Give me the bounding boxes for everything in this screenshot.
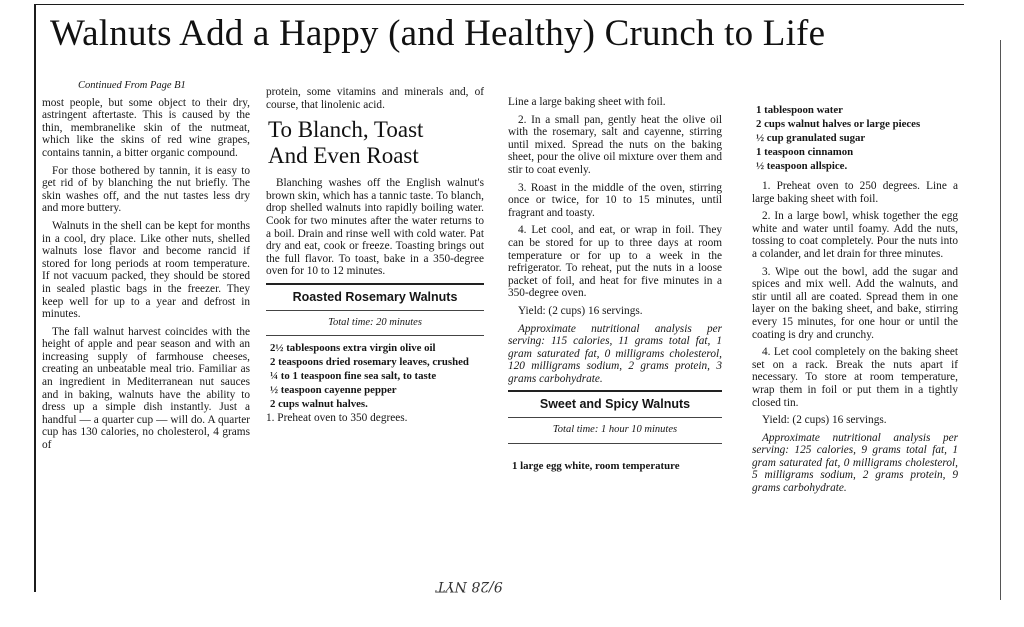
clipping-top-border — [34, 4, 964, 5]
continued-from-label: Continued From Page B1 — [78, 80, 186, 91]
ingredient: 1 teaspoon cinnamon — [756, 146, 854, 158]
divider — [508, 443, 722, 444]
recipe-title: Sweet and Spicy Walnuts — [539, 397, 691, 412]
paragraph: Walnuts in the shell can be kept for months in a cool, dry place. Like other nuts, shelled walnuts lose flavor and become rancid if stored for long periods at room temperature. If not vacuum packed, they should be stored in sealed plastic bags in the freezer. They keep well for up to a year and defrost in minutes. — [42, 219, 250, 321]
recipe-title: Roasted Rosemary Walnuts — [292, 289, 458, 304]
ingredient: 2½ tablespoons extra virgin olive oil — [270, 342, 436, 355]
paragraph: Blanching washes off the English walnut's brown skin, which has a tannic taste. To blanch, drop shelled walnuts into rapidly boiling water. Cook for two minutes after the water returns to a boil. Drain and rinse well with cold water. Pat dry and eat, cook or freeze. Toasting brings out the full flavor. To toast, bake in a 350-degree oven for 10 to 12 minutes. — [266, 177, 484, 278]
column-2 — [266, 86, 484, 430]
yield: Yield: (2 cups) 16 servings. — [518, 304, 643, 317]
handwritten-note: 9/28 NYT — [436, 578, 503, 594]
ingredient: ½ cup granulated sugar — [756, 132, 866, 144]
divider — [266, 283, 484, 285]
section-subhead — [268, 117, 484, 169]
ingredient: ½ teaspoon cayenne pepper — [270, 384, 397, 397]
recipe-step: 4. Let cool, and eat, or wrap in foil. They can be stored for up to three days at room temperature or for up to a week in the refrigerator. To reheat, put the nuts in a loose packet of foil, and heat for five minutes in a 350-degree oven. — [508, 224, 722, 300]
total-time: Total time: 20 minutes — [328, 316, 422, 328]
yield: Yield: (2 cups) 16 servings. — [762, 414, 887, 427]
recipe-step: 2. In a large bowl, whisk together the egg white and water until foamy. Add the nuts, tossing to coat completely. Pour the nuts into a colander, and let drain for three minutes. — [752, 210, 958, 260]
divider — [266, 335, 484, 336]
divider — [508, 390, 722, 392]
divider — [508, 417, 722, 418]
recipe-step: 4. Let cool completely on the baking sheet set on a rack. Break the nuts apart if necessary. To store at room temperature, wrap them in foil or put them in a tightly closed tin. — [752, 346, 958, 409]
nutrition-info: Approximate nutritional analysis per serving: 115 calories, 11 grams total fat, 1 gram saturated fat, 0 milligrams cholesterol, 120 milligrams sodium, 2 grams protein, 3 grams carbohydrate. — [508, 322, 722, 385]
nutrition-info: Approximate nutritional analysis per serving: 125 calories, 9 grams total fat, 1 gram saturated fat, 0 milligrams cholesterol, 5 milligrams sodium, 2 grams protein, 9 grams carbohydrate. — [752, 431, 958, 495]
paragraph: most people, but some object to their dry, astringent aftertaste. This is caused by the thin, membranelike skin of the nutmeat, which like the skins of red wine grapes, contains tannin, a bitter organic compound. — [42, 96, 250, 159]
recipe-step: 1. Preheat oven to 250 degrees. Line a large baking sheet with foil. — [752, 180, 958, 205]
ingredient: 2 cups walnut halves. — [270, 398, 368, 411]
clipping-left-border — [34, 4, 36, 592]
headline: Walnuts Add a Happy (and Healthy) Crunch to Life — [50, 13, 826, 54]
ingredient: 1 large egg white, room temperature — [512, 459, 680, 472]
ingredient: 2 cups walnut halves or large pieces — [756, 118, 921, 130]
divider — [266, 310, 484, 311]
clipping-right-border — [1000, 40, 1001, 600]
paragraph: The fall walnut harvest coincides with the height of apple and pear season and with an increasing supply of farmhouse cheeses, creating an unbeatable meal trio. Familiar as an ingredient in Mediterranean nut sauces and in baking, walnuts have the ability to dress up a simple dish instantly. Just a handful — a quarter cup — will do. A quarter cup has 130 calories, no cholesterol, 4 grams of — [42, 325, 250, 452]
recipe-step: 2. In a small pan, gently heat the olive oil with the rosemary, salt and cayenne, stirring until mixed. Spread the nuts on the baking sheet, pour the olive oil mixture over them and stir to coat evenly. — [508, 113, 722, 176]
recipe-step: Line a large baking sheet with foil. — [508, 96, 666, 108]
recipe-step: 3. Roast in the middle of the oven, stirring once or twice, for 10 to 15 minutes, until fragrant and toasty. — [508, 181, 722, 219]
paragraph: protein, some vitamins and minerals and, of course, that linolenic acid. — [266, 86, 484, 111]
column-4 — [752, 104, 958, 500]
recipe-step: 1. Preheat oven to 350 degrees. — [266, 412, 408, 425]
subhead-line: To Blanch, Toast — [268, 117, 424, 143]
total-time: Total time: 1 hour 10 minutes — [552, 424, 678, 436]
ingredient: 1 tablespoon water — [756, 104, 843, 116]
ingredient: ¼ to 1 teaspoon fine sea salt, to taste — [270, 370, 437, 383]
subhead-line: And Even Roast — [268, 143, 419, 169]
recipe-step: 3. Wipe out the bowl, add the sugar and spices and mix well. Add the walnuts, and stir until all are coated. Spread them in one layer on the baking sheet, and bake, stirring every 15 minutes, for one hour or until the coating is dry and crunchy. — [752, 265, 958, 341]
ingredient: 2 teaspoons dried rosemary leaves, crushed — [270, 356, 469, 369]
ingredient: ½ teaspoon allspice. — [756, 160, 848, 172]
column-1 — [42, 80, 250, 457]
paragraph: For those bothered by tannin, it is easy to get rid of by blanching the nut briefly. The skin washes off, and the nut tastes less dry and more buttery. — [42, 164, 250, 215]
column-3 — [508, 96, 722, 474]
